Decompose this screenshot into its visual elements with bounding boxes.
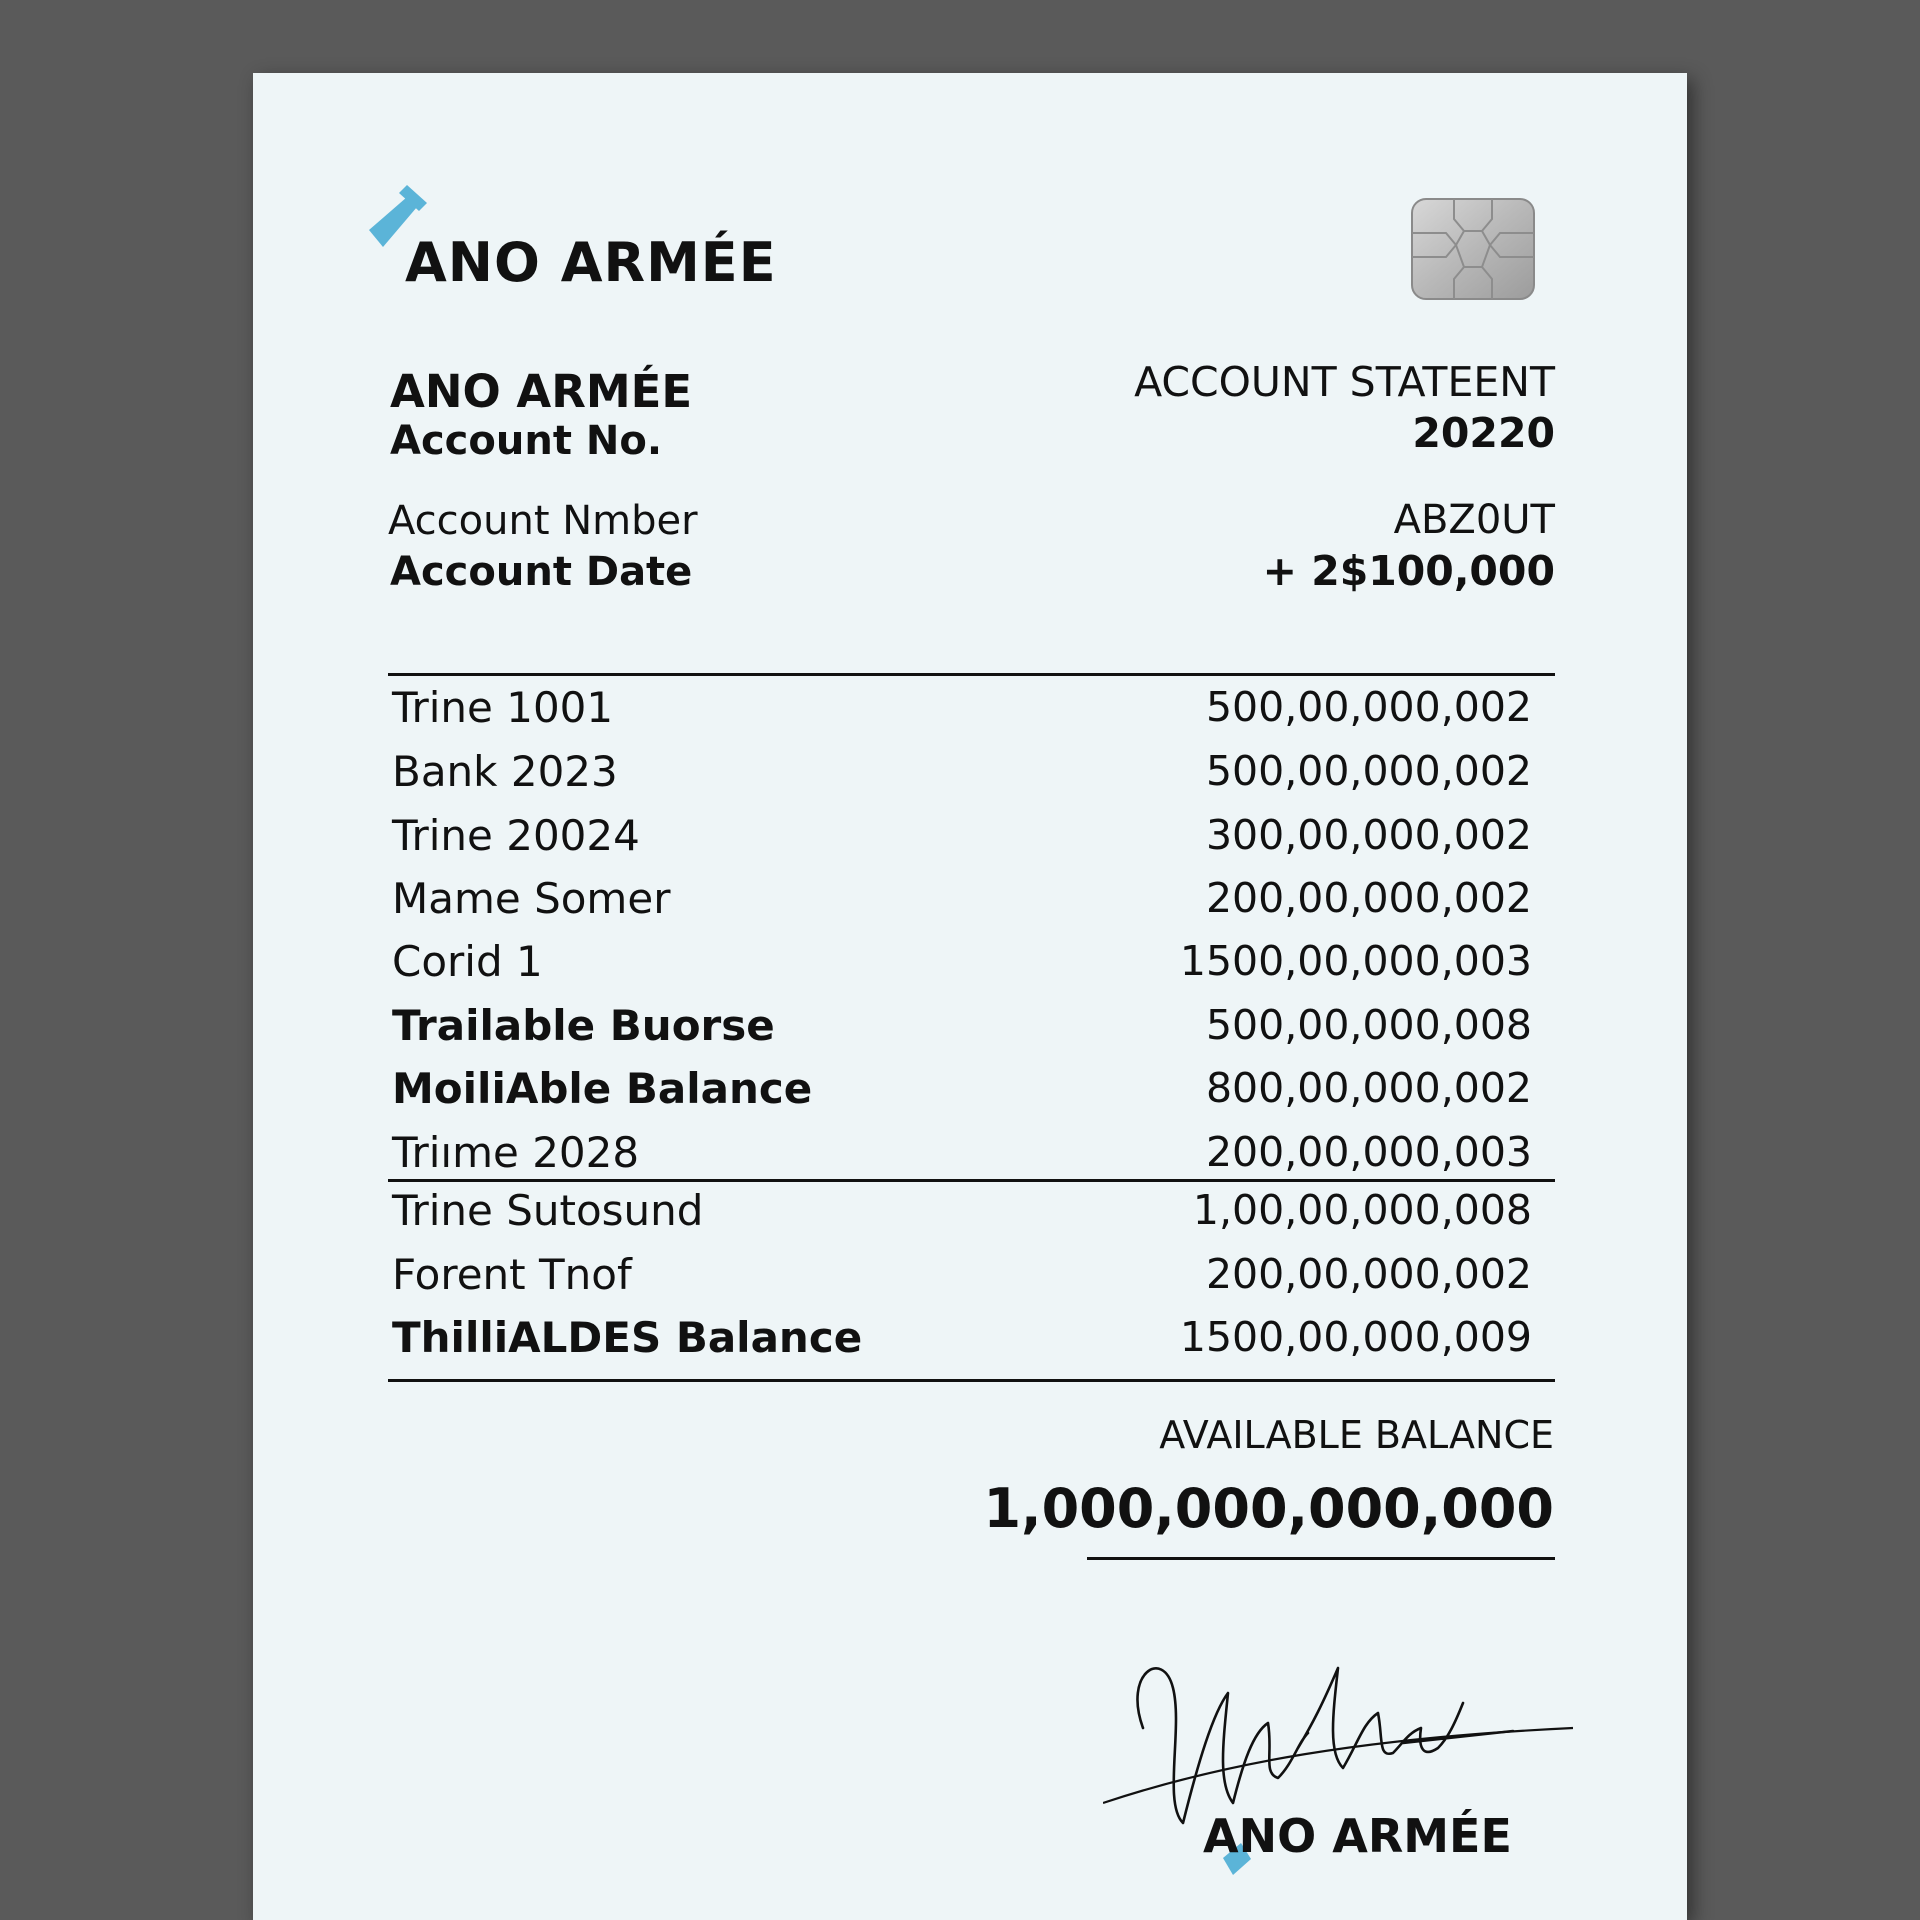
table-row xyxy=(392,937,1532,995)
account-amount-value: + 2$100,000 xyxy=(1262,547,1555,595)
row-value: 800,00,000,002 xyxy=(1205,1064,1532,1112)
bank-logo-text: ANO ARMÉE xyxy=(405,231,777,294)
row-value: 500,00,000,002 xyxy=(1205,747,1532,795)
card-chip-icon xyxy=(1410,197,1536,301)
row-label: Bank 2023 xyxy=(392,747,618,796)
table-row xyxy=(392,1064,1532,1122)
available-balance-label: AVAILABLE BALANCE xyxy=(1159,1413,1554,1457)
row-label: Forent Tnof xyxy=(392,1250,632,1299)
table-mid-rule xyxy=(388,1179,1555,1182)
row-value: 200,00,000,002 xyxy=(1205,1250,1532,1298)
row-label: ThilliALDES Balance xyxy=(392,1313,863,1362)
table-row xyxy=(392,747,1532,805)
row-label: Triıme 2028 xyxy=(392,1128,640,1177)
row-label: Trailable Buorse xyxy=(392,1001,775,1050)
table-row xyxy=(392,1313,1532,1371)
account-holder-name: ANO ARMÉE xyxy=(390,365,693,418)
table-top-rule xyxy=(388,673,1555,676)
statement-page xyxy=(253,73,1687,1920)
row-label: Trine 20024 xyxy=(392,811,640,860)
row-value: 1500,00,000,009 xyxy=(1179,1313,1532,1361)
row-value: 1,00,00,000,008 xyxy=(1192,1186,1532,1234)
row-value: 200,00,000,002 xyxy=(1205,874,1532,922)
row-value: 500,00,000,008 xyxy=(1205,1001,1532,1049)
table-row xyxy=(392,1186,1532,1244)
table-row xyxy=(392,874,1532,932)
row-value: 1500,00,000,003 xyxy=(1179,937,1532,985)
table-row xyxy=(392,1128,1532,1186)
row-value: 200,00,000,003 xyxy=(1205,1128,1532,1176)
account-number-label: Account Nmber xyxy=(388,498,698,544)
row-label: Trine Sutosund xyxy=(392,1186,704,1235)
balance-underline xyxy=(1087,1557,1555,1560)
signatory-name: ANO ARMÉE xyxy=(1203,1809,1512,1863)
table-row xyxy=(392,811,1532,869)
table-row xyxy=(392,683,1532,741)
statement-title: ACCOUNT STATEENT xyxy=(1134,358,1555,406)
row-label: MoiliAble Balance xyxy=(392,1064,813,1113)
row-value: 500,00,000,002 xyxy=(1205,683,1532,731)
account-date-label: Account Date xyxy=(390,549,693,595)
table-row xyxy=(392,1250,1532,1308)
row-label: Corid 1 xyxy=(392,937,543,986)
row-value: 300,00,000,002 xyxy=(1205,811,1532,859)
statement-year: 20220 xyxy=(1412,409,1555,457)
table-row xyxy=(392,1001,1532,1059)
row-label: Trine 1001 xyxy=(392,683,614,732)
account-no-label: Account No. xyxy=(390,418,663,464)
signature xyxy=(1103,1653,1573,1913)
table-bottom-rule xyxy=(388,1379,1555,1382)
row-label: Mame Somer xyxy=(392,874,671,923)
account-code-value: ABZ0UT xyxy=(1393,497,1555,543)
available-balance-value: 1,000,000,000,000 xyxy=(983,1477,1554,1540)
